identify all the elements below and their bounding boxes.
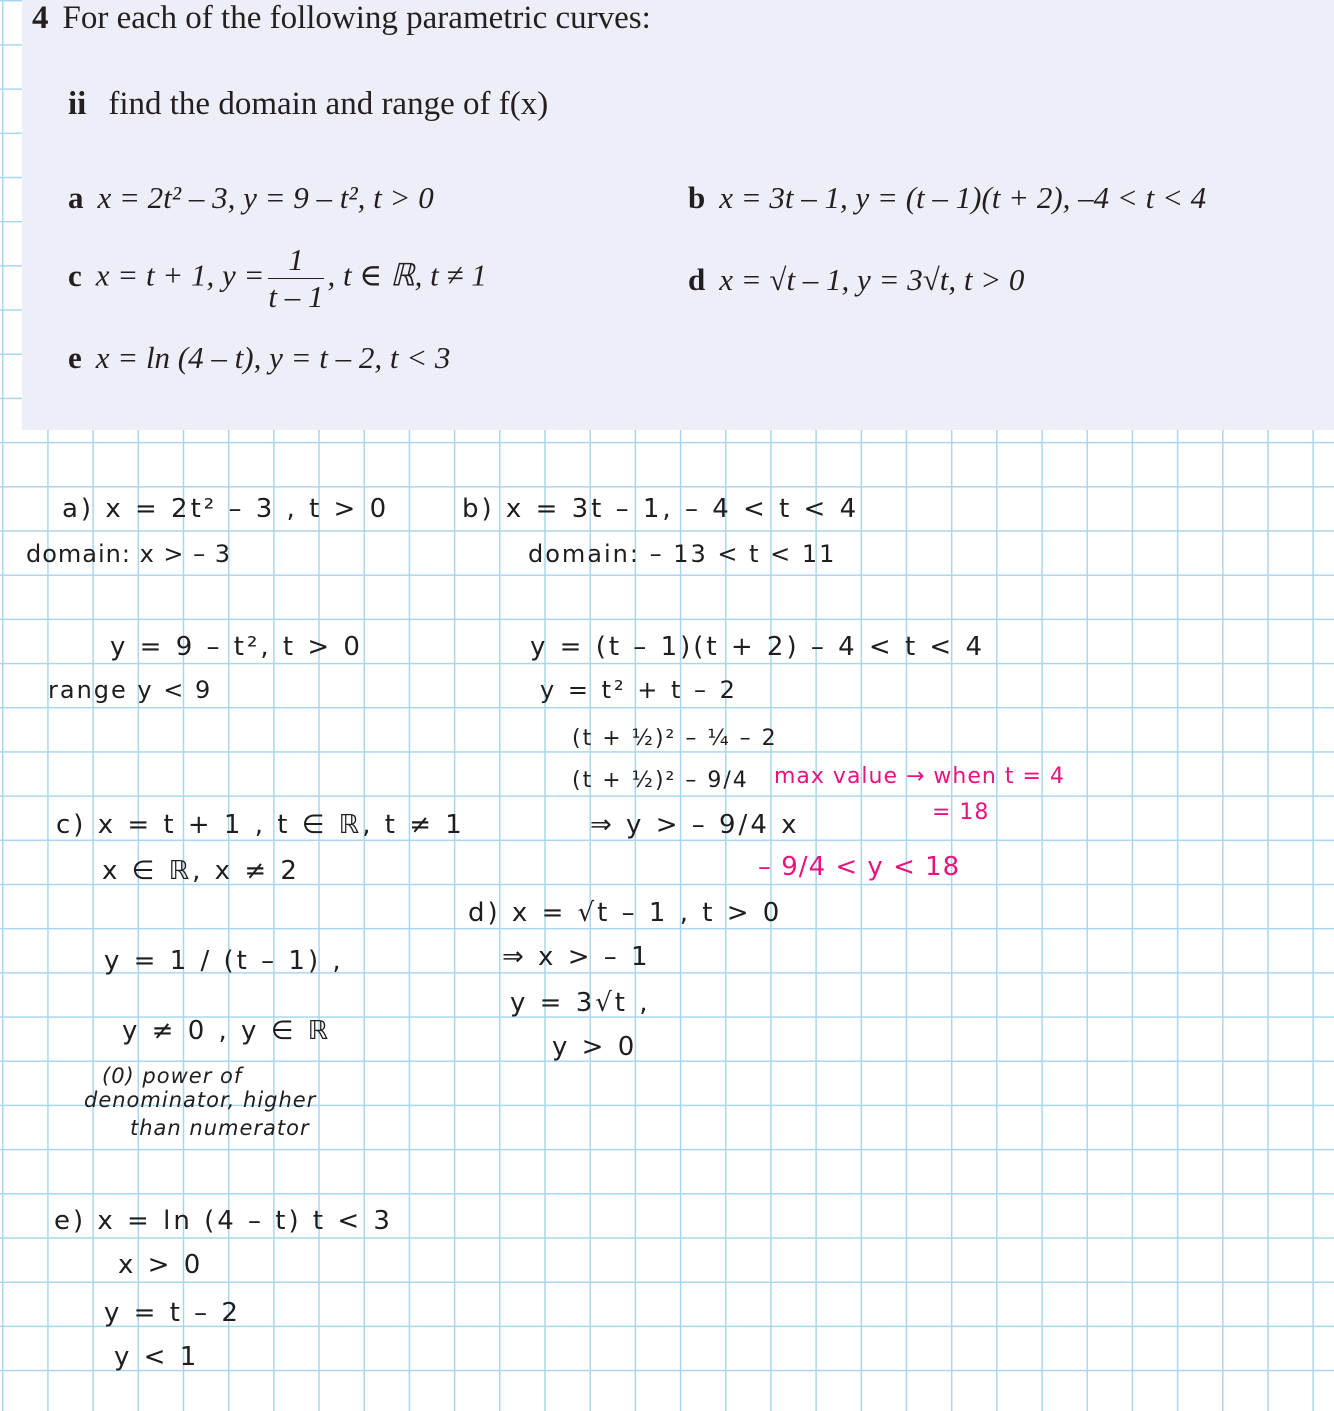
equation-d-text: x = √t – 1, y = 3√t, t > 0: [719, 262, 1025, 297]
equation-c-label: c: [68, 257, 82, 293]
equation-a: [68, 180, 434, 216]
hw-d-y-equation: y = 3√t ,: [510, 988, 651, 1018]
textbook-question-panel: [22, 0, 1334, 430]
equation-c: [68, 242, 487, 315]
hw-e-equation: e) x = ln (4 – t) t < 3: [54, 1206, 393, 1236]
equation-a-text: x = 2t² – 3, y = 9 – t², t > 0: [97, 180, 434, 215]
hw-d-equation: d) x = √t – 1 , t > 0: [468, 898, 783, 928]
question-heading: [32, 0, 651, 37]
part-label: ii: [68, 86, 87, 122]
hw-d-range: y > 0: [552, 1032, 638, 1062]
hw-d-domain: ⇒ x > – 1: [502, 942, 651, 972]
hw-b-expanded: y = t² + t – 2: [540, 676, 738, 704]
hw-c-range: y ≠ 0 , y ∈ ℝ: [122, 1016, 332, 1046]
hw-a-range: range y < 9: [48, 676, 213, 704]
part-text: find the domain and range of f(x): [108, 86, 549, 122]
hw-e-y-equation: y = t – 2: [104, 1298, 241, 1328]
hw-b-max-note: max value → when t = 4: [774, 764, 1065, 789]
hw-b-inequality: ⇒ y > – 9/4 x: [590, 810, 800, 840]
hw-b-equation: b) x = 3t – 1, – 4 < t < 4: [462, 494, 860, 524]
hw-b-max-value: = 18: [932, 800, 990, 825]
hw-a-domain: domain: x > – 3: [26, 540, 232, 568]
equation-c-lead: x = t + 1, y =: [95, 257, 265, 293]
hw-e-domain: x > 0: [118, 1250, 204, 1280]
hw-b-y-equation: y = (t – 1)(t + 2) – 4 < t < 4: [530, 632, 986, 662]
hw-a-y-equation: y = 9 – t², t > 0: [110, 632, 363, 662]
hw-b-domain: domain: – 13 < t < 11: [528, 540, 837, 568]
equation-c-tail: , t ∈ ℝ, t ≠ 1: [327, 257, 487, 293]
hw-b-vertex-form: (t + ½)² – 9/4: [572, 768, 749, 793]
equation-c-fraction: [268, 242, 323, 315]
hw-e-range: y < 1: [114, 1342, 200, 1372]
hw-a-equation: a) x = 2t² – 3 , t > 0: [62, 494, 390, 524]
hw-c-note-2: denominator, higher: [84, 1088, 317, 1112]
question-heading-text: For each of the following parametric curves:: [62, 0, 651, 36]
equation-e: [68, 340, 450, 376]
hw-c-y-equation: y = 1 / (t – 1) ,: [104, 946, 344, 976]
fraction-denominator: t – 1: [268, 279, 324, 314]
hw-c-equation: c) x = t + 1 , t ∈ ℝ, t ≠ 1: [56, 810, 465, 840]
equation-d-label: d: [688, 262, 706, 297]
equation-b: [688, 180, 1206, 216]
question-number: 4: [32, 0, 49, 36]
fraction-numerator: 1: [268, 242, 323, 279]
equation-b-text: x = 3t – 1, y = (t – 1)(t + 2), –4 < t < 4: [719, 180, 1207, 215]
equation-e-label: e: [68, 340, 82, 375]
hw-c-note-3: than numerator: [130, 1116, 310, 1140]
hw-b-complete-square: (t + ½)² – ¼ – 2: [572, 726, 778, 751]
hw-b-range: – 9/4 < y < 18: [758, 852, 961, 882]
hw-c-domain: x ∈ ℝ, x ≠ 2: [102, 856, 300, 886]
equation-b-label: b: [688, 180, 706, 215]
equation-d: [688, 262, 1024, 298]
question-part: [68, 86, 548, 123]
equation-a-label: a: [68, 180, 84, 215]
hw-c-note-1: (0) power of: [102, 1064, 243, 1088]
equation-e-text: x = ln (4 – t), y = t – 2, t < 3: [95, 340, 451, 375]
